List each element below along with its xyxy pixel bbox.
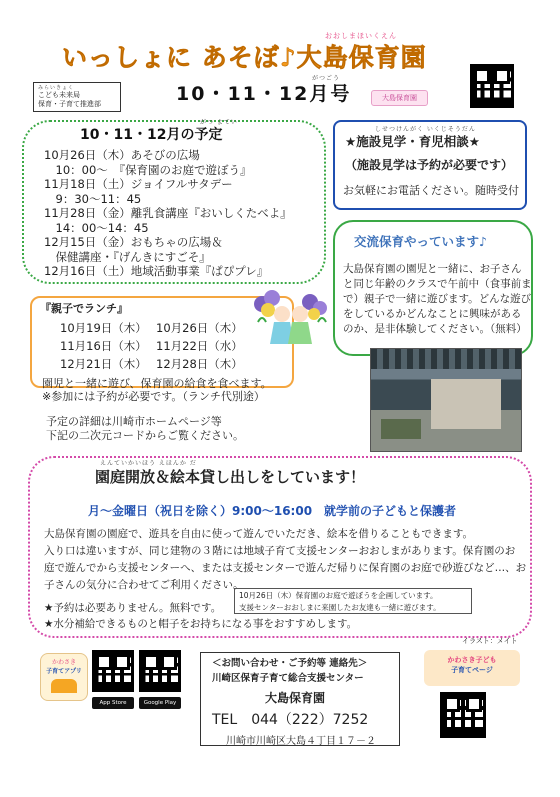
exchange-body bbox=[343, 262, 532, 337]
app-store-badge[interactable]: App Store bbox=[92, 697, 134, 709]
schedule-line: 14：00～14：45 bbox=[44, 220, 149, 235]
logo-text: 大島保育園 bbox=[382, 94, 417, 102]
flower-children-illustration bbox=[248, 282, 330, 352]
visit-body: お気軽にお電話ください。随時受付 bbox=[343, 184, 519, 197]
exchange-line: で）親子で一緒に遊びます。どんな遊び bbox=[343, 293, 532, 305]
exchange-line: 大島保育園の園児と一緒に、お子さん bbox=[343, 263, 522, 275]
garden-line: 庭で遊んでから支援センターへ、または支援センターで遊んだ帰りに保育園のお庭で砂遊びなど…、お bbox=[44, 562, 527, 574]
contact-heading: ＜お問い合わせ・ご予約等 連絡先＞ bbox=[212, 658, 368, 669]
qr-code-top bbox=[470, 64, 514, 108]
schedule-heading: 10・11・12月の予定 bbox=[80, 127, 223, 143]
garden-line: 大島保育園の園庭で、遊具を自由に使って遊んでいただき、絵本を借りることもできます。 bbox=[44, 528, 474, 540]
schedule-line: 11月18日（土）ジョイフルサタデー bbox=[44, 177, 233, 191]
visit-ruby: しせつけんがく いくじそうだん bbox=[375, 126, 476, 133]
lunch-row: 11月16日（木） 11月22日（水） bbox=[60, 339, 243, 353]
qr-code-kosodate bbox=[440, 692, 486, 738]
schedule-line: 11月28日（金）離乳食講座『おいしくたべよ』 bbox=[44, 206, 292, 220]
address: 川崎市川崎区大島４丁目１７－２ bbox=[226, 736, 376, 747]
exchange-line: のか、是非体験してください。（無料） bbox=[343, 323, 527, 335]
garden-note: ★水分補給できるものと帽子をお持ちになる事をおすすめします。 bbox=[44, 618, 358, 630]
exchange-heading: 交流保育やっています♪ bbox=[354, 234, 487, 249]
exchange-line: と同じ年齢のクラスで午前中（食事前ま bbox=[343, 278, 532, 290]
garden-note: ★予約は必要ありません。無料です。 bbox=[44, 602, 222, 614]
page-title: いっしょに あそぼ♪大島保育園 bbox=[62, 43, 427, 72]
illustration-credit: イラスト：メイト bbox=[462, 637, 518, 645]
schedule-line: 10：00～ 『保育園のお庭で遊ぼう』 bbox=[44, 162, 252, 177]
dept-line2: 保育・子育て推進部 bbox=[38, 100, 101, 108]
banner-line1: かわさき子ども bbox=[447, 656, 497, 664]
lunch-note: 園児と一緒に遊び、保育園の給食を食べます。 bbox=[42, 377, 272, 390]
lunch-heading: 『親子でランチ』 bbox=[40, 302, 128, 315]
garden-hours: 月～金曜日（祝日を除く）9:00～16:00 就学前の子どもと保護者 bbox=[88, 504, 457, 518]
detail-note: 下記の二次元コードからご覧ください。 bbox=[46, 429, 244, 442]
dept-ruby: みらいきょく bbox=[38, 85, 75, 91]
garden-body bbox=[44, 526, 526, 594]
lunch-row: 10月19日（木） 10月26日（木） bbox=[60, 321, 243, 335]
garden-heading: 園庭開放＆絵本貸し出しをしています！ bbox=[95, 468, 366, 486]
visit-heading: ★施設見学・育児相談★ bbox=[345, 134, 480, 149]
schedule-line: 9：30～11：45 bbox=[44, 191, 142, 206]
lunch-note: ※参加には予約が必要です。（ランチ代別途） bbox=[42, 390, 265, 403]
app-logo-line2: 子育てアプリ bbox=[46, 668, 82, 675]
garden-heading-ruby: えんていかいほう えほんか だ bbox=[100, 460, 197, 467]
kosodate-page-banner[interactable] bbox=[424, 650, 520, 686]
department-box bbox=[33, 82, 121, 112]
google-play-badge[interactable]: Google Play bbox=[139, 697, 181, 709]
schedule-list bbox=[44, 148, 292, 279]
info-line: 支援センターおおしまに来園したお友達も一緒に遊びます。 bbox=[239, 603, 441, 612]
schedule-line: 保健講座・『げんきにすごそ』 bbox=[44, 249, 211, 264]
qr-code-android bbox=[139, 650, 181, 692]
support-center: 川崎区保育子育て総合支援センター bbox=[212, 673, 364, 684]
app-logo-line1: かわさき bbox=[51, 659, 76, 666]
lunch-dates bbox=[60, 319, 243, 373]
dept-line1: こども未来局 bbox=[38, 91, 80, 99]
qr-code-ios bbox=[92, 650, 134, 692]
issue-number: 10・11・12月号 bbox=[176, 83, 352, 105]
building-photo bbox=[370, 348, 522, 452]
banner-line2: 子育てページ bbox=[451, 666, 493, 674]
nursery-name: 大島保育園 bbox=[265, 691, 326, 705]
title-ruby: おおしまほいくえん bbox=[325, 32, 397, 40]
schedule-line: 12月15日（金）おもちゃの広場＆ bbox=[44, 235, 223, 249]
exchange-line: をしているかどんなことに興味がある bbox=[343, 308, 522, 320]
garden-line: 入り口は違いますが、同じ建物の３階には地域子育て支援センターおおしまがあります。保育園のお bbox=[44, 545, 516, 557]
lunch-row: 12月21日（木） 12月28日（木） bbox=[60, 357, 243, 371]
garden-line: 子さんの気分に合わせてご利用ください。 bbox=[44, 579, 244, 591]
issue-ruby: がつごう bbox=[312, 75, 341, 82]
phone-number[interactable]: TEL 044（222）7252 bbox=[212, 712, 369, 728]
detail-note: 予定の詳細は川崎市ホームページ等 bbox=[46, 415, 222, 428]
garden-info-box bbox=[234, 588, 472, 614]
detail-notes bbox=[46, 415, 244, 443]
nursery-logo bbox=[371, 90, 428, 106]
schedule-line: 12月16日（土）地域活動事業『ぱぴプレ』 bbox=[44, 264, 269, 278]
app-logo[interactable] bbox=[40, 653, 88, 701]
visit-subheading: （施設見学は予約が必要です） bbox=[345, 158, 514, 172]
schedule-heading-ruby: がつ よてい bbox=[200, 119, 238, 126]
info-line: 10月26日（木）保育園のお庭で遊ぼうを企画しています。 bbox=[239, 591, 438, 600]
lunch-notes bbox=[42, 377, 272, 403]
schedule-line: 10月26日（木）あそびの広場 bbox=[44, 148, 200, 162]
